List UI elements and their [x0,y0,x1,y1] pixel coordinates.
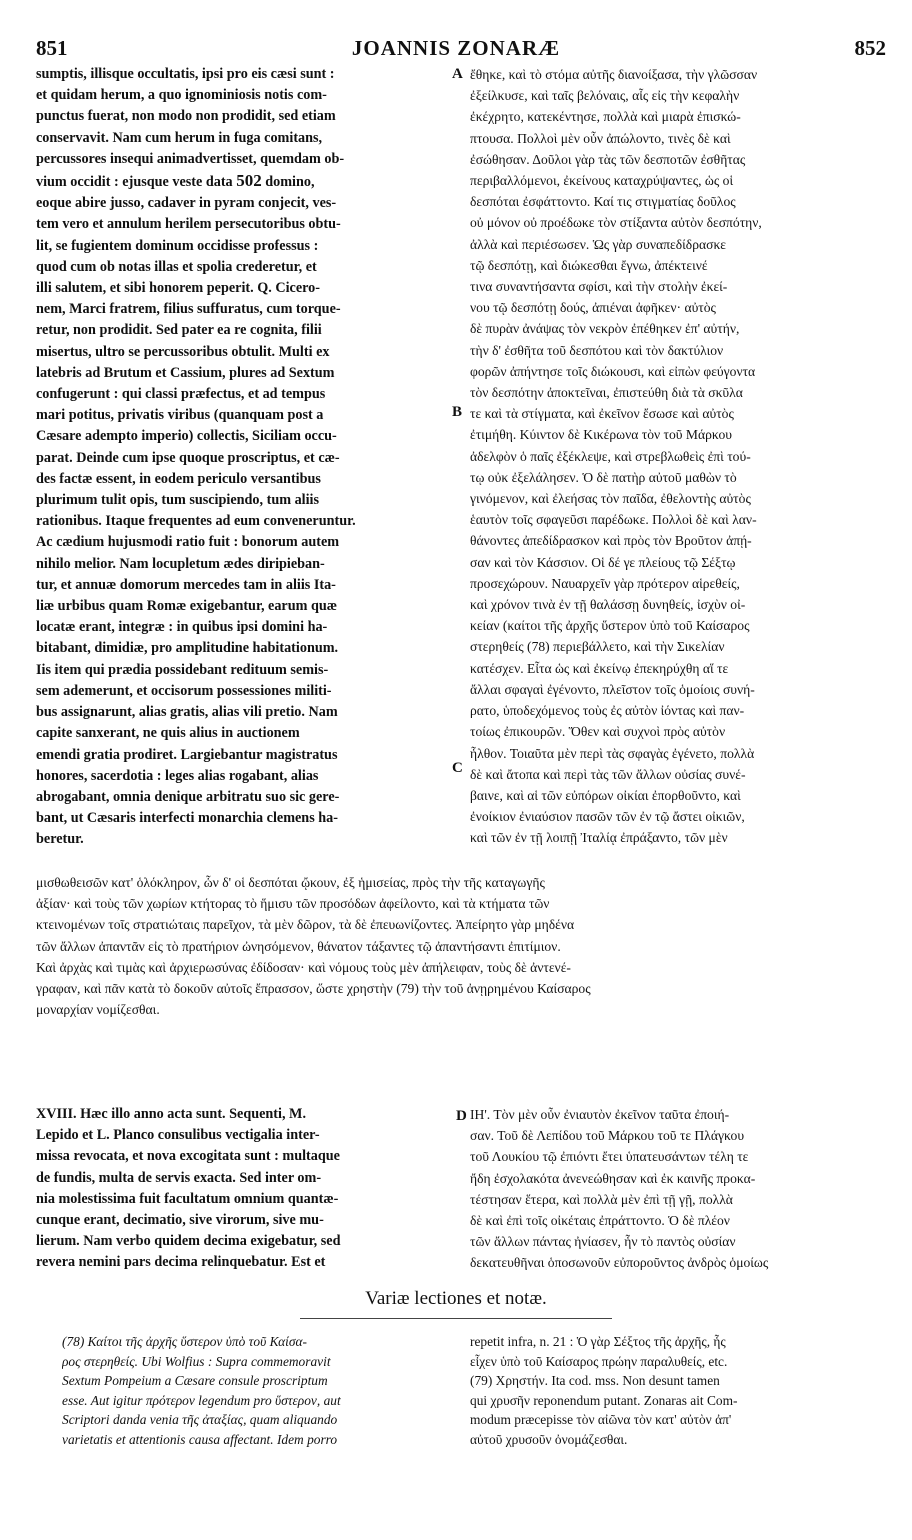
text-line: προσεχώρουν. Ναυαρχεῖν γὰρ πρότερον αἱρεθείς, [470,575,740,591]
text-line: retur, non prodidit. Sed pater ea re cognita, filii [36,322,322,339]
text-line: θάνοντες ἀπεδίδρασκον καὶ πρὸς τὸν Βροῦτον ἀπῄ- [470,533,752,549]
text-line: plurimum tulit opis, tum suscipiendo, tum aliis [36,492,320,509]
text-line: lit, se fugientem dominum occidisse professus : [36,237,319,254]
notes-divider [300,1318,612,1319]
text-line: τοῦ Λουκίου τῷ ἐπιόντι ἔτει ὑπατευσάντων τέλη τε [470,1149,749,1165]
text-line: ΙΗ'. Τὸν μὲν οὖν ἐνιαυτὸν ἐκεῖνον ταῦτα ἐποιή- [470,1107,730,1122]
text-line: lierum. Nam verbo quidem decima exigebatur, sed [36,1233,341,1250]
text-line: οὐ μόνον οὐ προέδωκε τὸν στίξαντα αὐτὸν δεσπότην, [470,215,762,231]
text-line: ἀλλὰ καὶ περιέσωσεν. Ὡς γὰρ συναπεδίδρασκε [470,236,726,252]
text-line: στερηθείς (78) περιεβάλλετο, καὶ τὴν Σικελίαν [470,639,725,655]
note-line: (78) Καίτοι τῆς ἀρχῆς ὕστερον ὑπὸ τοῦ Καίσα- [62,1334,307,1349]
greek-column-bottom [470,1104,888,1274]
text-line: δεσπόται ἐσφάττοντο. Καί τις στιγματίας δοῦλος [470,194,736,210]
text-line: σαν καὶ τὸν Κάσσιον. Οἱ δέ γε πλείους τῷ Σέξτῳ [470,554,736,570]
text-line: σαν. Τοῦ δὲ Λεπίδου τοῦ Μάρκου τοῦ τε Πλάγκου [470,1128,745,1144]
text-line: ἔθηκε, καὶ τὸ στόμα αὐτῆς διανοίξασα, τὴν γλῶσσαν [470,67,758,82]
note-line: Scriptori danda venia τῆς ἀταξίας, quam aliquando [62,1412,338,1427]
section-marker-a: A [452,66,463,82]
text-line: des factæ essent, in eodem periculo versantibus [36,470,321,487]
text-line: et quidam herum, a quo ignominiosis notis com- [36,87,327,104]
text-line: κείαν (καίτοι τῆς ἀρχῆς ὕστερον ὑπὸ τοῦ Καίσαρος [470,618,750,634]
text-line: tur, et annuæ domorum mercedes tam in aliis Ita- [36,576,336,593]
text-line: bant, ut Cæsaris interfecti monarchia clemens ha- [36,810,338,827]
notes-right-column [470,1332,888,1449]
text-line: τὸν δεσπότην ἀποκτεῖναι, ἐπιστεύθη διὰ τὰ σκῦλα [470,385,743,401]
text-line: Cæsare adempto imperio) collectis, Siciliam occu- [36,428,337,445]
text-line: ἐσώθησαν. Δοῦλοι γὰρ τὰς τῶν δεσποτῶν ἐσθῆτας [470,151,746,167]
text-line: τὴν δ' ἐσθῆτα τοῦ δεσπότου καὶ τὸν δακτύλιον [470,342,724,358]
text-line: Lepido et L. Planco consulibus vectigalia inter- [36,1127,320,1144]
text-line: latebris ad Brutum et Cassium, plures ad Sextum [36,364,335,381]
text-line: ἑαυτὸν τοῖς σφαγεῦσι παρέδωκε. Πολλοὶ δὲ καὶ λαν- [470,512,757,528]
text-line: percussores insequi animadvertisset, quemdam ob- [36,150,345,167]
text-line: bitabant, dimidiæ, pro amplitudine habitationum. [36,640,339,657]
text-line: eoque abire jusso, cadaver in pyram conjecit, ves- [36,195,337,212]
text-line: καὶ χρόνον τινὰ ἐν τῇ θαλάσσῃ δυνηθείς, ἰσχὺν οἰ- [470,597,746,613]
greek-full-width-block [36,872,888,1020]
text-line [36,170,446,193]
text-line: ἐκέχρητο, κατεκέντησε, πολλὰ καὶ μιαρὰ ἐπισκώ- [470,109,741,125]
text-line: γραφαν, καὶ πᾶν κατὰ τὸ δοκοῦν αὐτοῖς ἔπρασσον, ὥστε χρηστὴν (79) τὴν τοῦ ἀνῃρημένου Καίσαρος [36,981,591,997]
note-line: qui χρυσῆν reponendum putant. Zonaras ait Com- [470,1392,738,1408]
note-line: modum præcepisse τὸν αἰῶνα τὸν κατ' αὐτὸν ἀπ' [470,1412,732,1427]
text-line: δὲ πυρὰν ἀνάψας τὸν νεκρὸν ἐπέθηκεν ἐπ' αὐτήν, [470,321,740,337]
text-line: conservavit. Nam cum herum in fuga comitans, [36,129,323,146]
section-marker-c: C [452,760,463,776]
text-line: beretur. [36,831,84,848]
text-line: tem vero et annulum herilem persecutoribus obtu- [36,216,341,233]
text-line: ἤδη ἐσχολακότα ἀνενεώθησαν καὶ ἐκ καινῆς προκα- [470,1170,756,1186]
note-line: esse. Aut igitur πρότερον legendum pro ὕστερον, aut [62,1392,341,1408]
note-line: (79) Χρηστήν. Ita cod. mss. Non desunt tamen [470,1373,720,1388]
text-line: mari potitus, privatis viribus (quanquam post a [36,407,324,424]
text-line: nihilo melior. Nam locupletum ædes diripieban- [36,555,325,572]
text-line: μισθωθεισῶν κατ' ὁλόκληρον, ὧν δ' οἱ δεσπόται ᾤκουν, ἐξ ἡμισείας, πρὸς τὴν τῆς καταγωγῆς [36,875,545,890]
text-segment: domino, [265,174,315,191]
text-line: sumptis, illisque occultatis, ipsi pro eis cæsi sunt : [36,66,335,82]
text-line: ἀξίαν· καὶ τοὺς τῶν χωρίων κτήτορας τὸ ἥμισυ τῶν προσόδων ἀφείλοντο, καὶ τὰ κτήματα τῶν [36,896,550,912]
note-line: ρος στερηθείς. Ubi Wolfius : Supra commemoravit [62,1353,331,1369]
text-line: ἐτιμήθη. Κύιντον δὲ Κικέρωνα τὸν τοῦ Μάρκου [470,427,733,443]
text-line: revera nemini pars decima relinquebatur. Est et [36,1254,326,1271]
note-line: εἶχεν ὑπὸ τοῦ Καίσαρος πρώην παραλυθείς, etc. [470,1353,728,1369]
page-number-right: 852 [854,36,886,60]
note-line: varietatis et attentionis causa affectant. Idem porro [62,1431,338,1447]
text-line: missa revocata, et nova excogitata sunt : multaque [36,1148,340,1165]
text-line: XVIII. Hæc illo anno acta sunt. Sequenti, M. [36,1106,306,1122]
section-marker-b: B [452,404,463,420]
text-line: ρατο, ὑποδεχόμενος τοὺς ἐς αὐτὸν ἰόντας καὶ παν- [470,703,745,719]
text-line: ἄλλαι σφαγαὶ ἐγένοντο, πλεῖστον τοῖς ὁμοίοις συνή- [470,681,755,697]
text-line: ἐνοίκιον ἐνιαύσιον πασῶν τῶν ἐν τῷ ἄστει οἰκιῶν, [470,809,745,825]
text-line: emendi gratia prodiret. Largiebantur magistratus [36,746,338,763]
text-line: φορῶν ἀπήντησε τοῖς διώκουσι, καὶ εἰπὼν φεύγοντα [470,363,756,379]
latin-column-bottom [36,1104,446,1274]
notes-heading: Variæ lectiones et notæ. [365,1288,547,1309]
text-line: locatæ erant, integræ : in quibus ipsi domini ha- [36,619,328,636]
latin-column-top [36,64,446,851]
text-line: illi salutem, et sibi honorem peperit. Q. Cicero- [36,280,320,297]
text-line: bus assignarunt, alias gratis, alias vili pretio. Nam [36,704,338,721]
text-line: parat. Deinde cum ipse quoque proscriptus, et cæ- [36,449,340,466]
text-line: abrogabant, omnia denique arbitratu suo sic gere- [36,788,340,805]
text-line: cunque erant, decimatio, sive virorum, sive mu- [36,1212,324,1229]
text-line: νου τῷ δεσπότῃ δούς, ἀπιέναι ἀφῆκεν· αὐτὸς [470,300,716,316]
text-line: rationibus. Itaque frequentes ad eum conveneruntur. [36,513,356,530]
text-line: κτεινομένων τοῖς στρατιώταις παρεῖχον, τὰ μὲν δῶρον, τὰ δὲ ἐπευωνίζοντες. Ἀπείρητο γὰρ μηδένα [36,917,575,933]
text-line: misertus, ultro se percussoribus obtulit. Multi ex [36,343,330,360]
text-line: ἀδελφὸν ὁ παῖς ἐξέκλεψε, καὶ στρεβλωθεὶς ἐπὶ τού- [470,448,751,464]
text-line: ἦλθον. Τοιαῦτα μὲν περὶ τὰς σφαγὰς ἐγένετο, πολλὰ [470,745,755,761]
note-line: repetit infra, n. 21 : Ὁ γὰρ Σέξτος τῆς ἀρχῆς, ἧς [470,1334,726,1349]
text-line: τέστησαν ἕτερα, καὶ πολλὰ μὲν ἐπὶ τῇ γῇ, πολλὰ [470,1191,733,1207]
page-number-left: 851 [36,36,68,60]
text-line: punctus fuerat, non modo non prodidit, sed etiam [36,108,336,125]
greek-column-top [470,64,888,849]
text-line: Iis item qui prædia possidebant redituum semis- [36,661,329,678]
text-line: δεκατευθῆναι ὁποσωνοῦν εὐποροῦντος ἀνδρὸς ὁμοίως [470,1255,769,1271]
text-line: liæ urbibus quam Romæ exigebantur, earum quæ [36,598,338,615]
text-line: ἐξείλκυσε, καὶ ταῖς βελόναις, αἷς εἰς τὴν κεφαλὴν [470,88,740,104]
text-line: γινόμενον, καὶ ἐλεήσας τὸν παῖδα, ἐθελοντὴς αὐτὸς [470,491,751,507]
text-line: de fundis, multa de servis exacta. Sed inter om- [36,1169,322,1186]
text-line: δὲ καὶ ἄτοπα καὶ περὶ τὰς τῶν ἄλλων οὐσίας συνέ- [470,766,746,782]
text-line: μοναρχίαν νομίζεσθαι. [36,1002,160,1018]
text-line: nem, Marci fratrem, filius suffuratus, cum torque- [36,301,341,318]
text-segment: vium occidit : ejusque veste data [36,174,233,191]
notes-left-column [62,1332,458,1449]
column-number: 502 [236,171,262,191]
text-line: Καὶ ἀρχὰς καὶ τιμὰς καὶ ἀρχιερωσύνας ἐδίδοσαν· καὶ νόμους τοὺς μὲν ἀπήλειφαν, τοὺς δὲ ἀντενέ- [36,959,571,975]
text-line: Ac cædium hujusmodi ratio fuit : bonorum autem [36,534,340,551]
text-line: τοίως ἐπικουρῶν. Ὅθεν καὶ συχνοὶ πρὸς αὐτὸν [470,724,726,740]
text-line: δὲ καὶ ἐπὶ τοῖς οἰκέταις ἐπράττοντο. Ὁ δὲ πλέον [470,1213,730,1229]
text-line: confugerunt : qui classi præfectus, et ad tempus [36,386,326,403]
note-line: αὐτοῦ χρυσοῦν ὀνομάζεσθαι. [470,1431,628,1447]
text-line: τινα συναντήσαντα σφίσι, καὶ τὴν στολὴν ἐκεί- [470,279,728,295]
text-line: πτουσα. Πολλοὶ μὲν οὖν ἀπώλοντο, τινὲς δὲ καὶ [470,130,731,146]
running-title: JOANNIS ZONARÆ [351,36,561,60]
section-marker-d: D [456,1108,467,1124]
note-line: Sextum Pompeium a Cæsare consule proscriptum [62,1373,328,1388]
text-line: τῳ οὐκ ἐξελάλησεν. Ὁ δὲ πατὴρ αὐτοῦ μαθὼν τὸ [470,469,737,485]
text-line: sem ademerunt, et occisorum possessiones militi- [36,682,332,699]
text-line: capite sanxerant, ne quis alius in auctionem [36,725,300,742]
text-line: βαινε, καὶ αἱ τῶν εὐπόρων οἰκίαι ἐπορθοῦντο, καὶ [470,787,741,803]
text-line: περιβαλλόμενοι, ἐκείνους καταχρύψαντες, ὡς οἱ [470,173,734,189]
text-line: τῶν ἄλλων ἀπαντᾶν εἰς τὸ πρατήριον ὠνησόμενον, θάνατον τάξαντες τῷ ἀπαντήσαντι ἐπιτίμιον. [36,938,561,954]
text-line: καὶ τῶν ἐν τῇ λοιπῇ Ἰταλίᾳ ἐπράξαντο, τῶν μὲν [470,830,728,846]
text-line: κατέσχεν. Εἶτα ὡς καὶ ἐκείνῳ ἐπεκηρύχθη αἵ τε [470,660,729,676]
text-line: nia molestissima fuit facultatum omnium quantæ- [36,1190,339,1207]
text-line: honores, sacerdotia : leges alias rogabant, alias [36,767,319,784]
text-line: quod cum ob notas illas et spolia crederetur, et [36,258,317,275]
text-line: τῶν ἄλλων πάντας ἠνίασεν, ἦν τὸ παντὸς οὐσίαν [470,1234,736,1250]
text-line: τῷ δεσπότῃ, καὶ διώκεσθαι ἔγνω, ἀπέκτεινέ [470,257,708,273]
text-line: τε καὶ τὰ στίγματα, καὶ ἐκεῖνον ἔσωσε καὶ αὐτὸς [470,406,734,422]
